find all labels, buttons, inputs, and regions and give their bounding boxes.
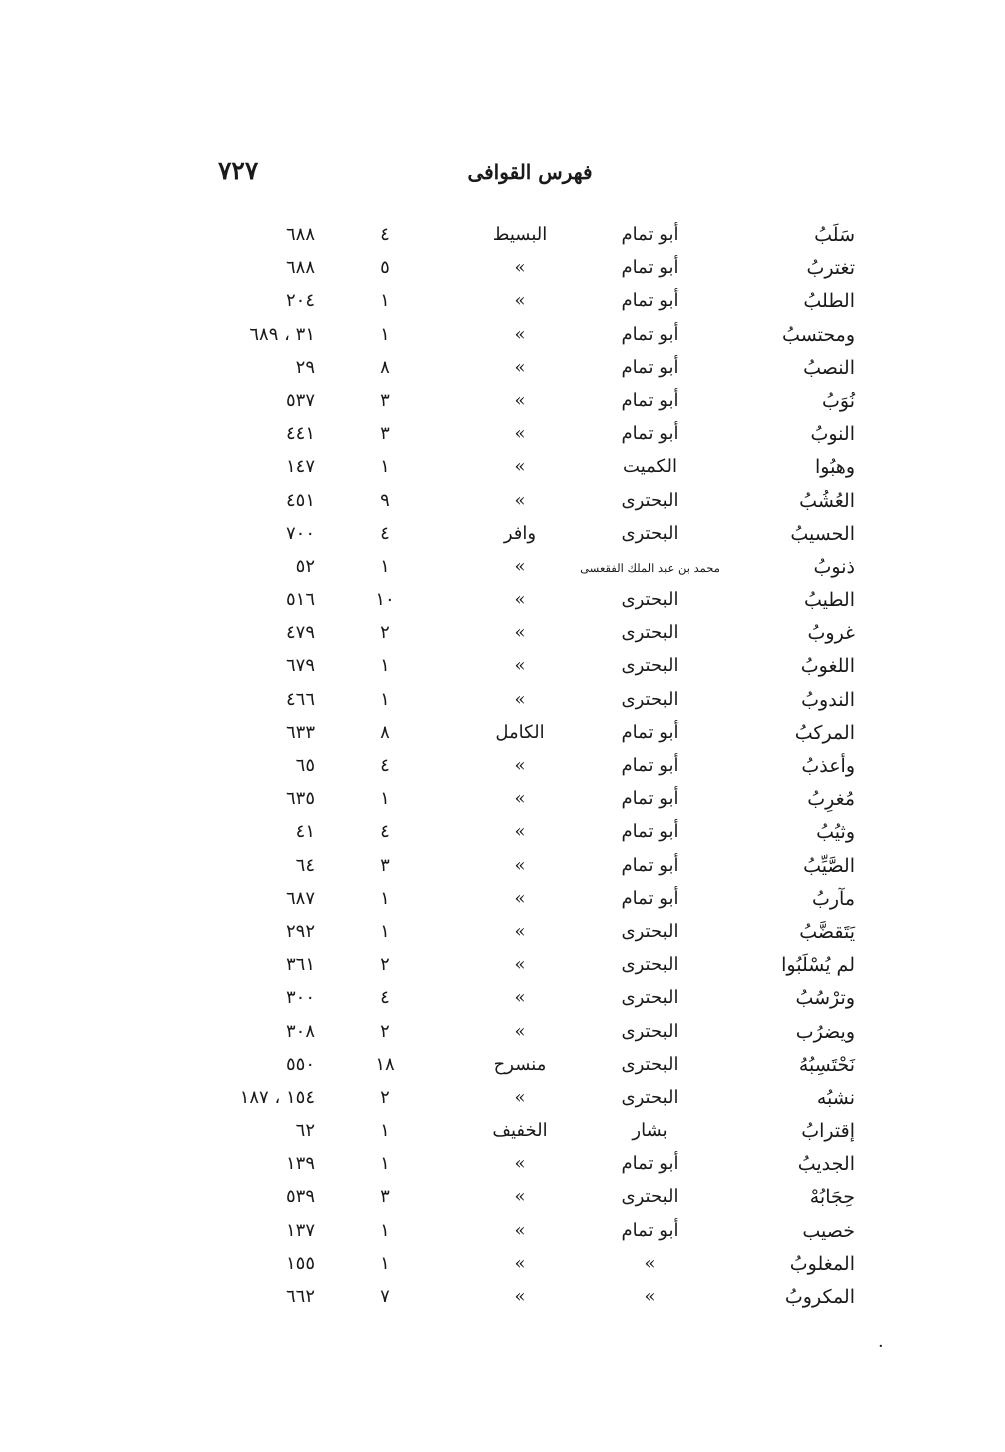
index-row: [0, 751, 1005, 784]
rhyme-word: الطيبُ: [803, 589, 855, 612]
page-title: فهرس القوافى: [467, 160, 593, 184]
index-row: [0, 519, 1005, 552]
index-row: [0, 817, 1005, 850]
page-refs: ٦٨٨: [285, 257, 315, 279]
poet-name: أبو تمام: [621, 887, 679, 909]
page-refs: ٥٥٠: [285, 1053, 315, 1075]
poet-name: أبو تمام: [621, 821, 679, 843]
meter-name: »: [514, 755, 526, 776]
rhyme-word: مُغرِبُ: [807, 788, 855, 811]
meter-name: منسرح: [493, 1053, 547, 1075]
meter-name: »: [514, 323, 526, 345]
poet-name: أبو تمام: [621, 854, 679, 876]
meter-name: »: [514, 688, 526, 710]
index-row: [0, 320, 1005, 353]
verse-count: ١: [380, 290, 390, 312]
page-refs: ٥٣٩: [285, 1186, 315, 1208]
index-row: [0, 1216, 1005, 1249]
verse-count: ١٠: [375, 589, 395, 611]
page-refs: ١٤٧: [285, 456, 315, 478]
index-row: [0, 884, 1005, 917]
poet-name: البحترى: [621, 489, 679, 511]
poet-name: البحترى: [621, 954, 679, 976]
rhyme-word: الندوبُ: [801, 688, 855, 711]
poet-name: البحترى: [621, 1020, 679, 1042]
page-refs: ٦٣٣: [285, 721, 315, 743]
verse-count: ٢: [380, 1086, 390, 1108]
rhyme-word: نَحْتَسِبُهُ: [798, 1053, 855, 1076]
rhyme-word: ويضرُب: [795, 1020, 855, 1043]
meter-name: »: [514, 589, 526, 611]
verse-count: ٢: [380, 954, 390, 976]
index-row: [0, 651, 1005, 684]
page-refs: ٥١٦: [285, 589, 315, 611]
page-number: ٧٢٧: [218, 156, 259, 185]
index-row: [0, 1149, 1005, 1182]
meter-name: »: [514, 489, 526, 511]
verse-count: ٢: [380, 1020, 390, 1042]
meter-name: »: [514, 788, 526, 810]
stray-mark: ·: [878, 1336, 884, 1357]
rhyme-word: إقترابُ: [801, 1120, 855, 1143]
rhyme-word: النوبُ: [810, 423, 855, 446]
verse-count: ٣: [380, 389, 390, 411]
poet-name: »: [644, 1252, 656, 1274]
index-row: [0, 685, 1005, 718]
page-refs: ٤٧٩: [285, 622, 315, 644]
index-row: [0, 618, 1005, 651]
verse-count: ٤: [380, 522, 390, 544]
page-refs: ٦٦٢: [285, 1286, 315, 1307]
index-row: [0, 718, 1005, 751]
rhyme-word: مآربُ: [811, 887, 855, 910]
meter-name: »: [514, 821, 526, 843]
page-refs: ١٣٩: [285, 1153, 315, 1175]
poet-name: أبو تمام: [621, 788, 679, 810]
rhyme-word: تغتربُ: [806, 257, 855, 280]
poet-name: أبو تمام: [621, 1219, 679, 1241]
poet-name: البحترى: [621, 622, 679, 644]
poet-name: »: [644, 1286, 656, 1307]
meter-name: وافر: [503, 522, 537, 544]
rhyme-word: اللغوبُ: [800, 655, 855, 678]
rhyme-word: غروبُ: [807, 622, 855, 645]
rhyme-word: ذنوبُ: [813, 555, 855, 578]
poet-name: البحترى: [621, 987, 679, 1009]
rhyme-word: النصبُ: [803, 356, 855, 379]
index-row: [0, 1050, 1005, 1083]
rhyme-word: لم يُسْلَبُوا: [781, 954, 855, 977]
verse-count: ١: [380, 887, 390, 909]
poet-name: أبو تمام: [621, 423, 679, 445]
meter-name: الكامل: [495, 721, 545, 743]
page-refs: ٢٩: [295, 356, 315, 378]
rhyme-word: وأعذبُ: [801, 755, 855, 777]
verse-count: ٨: [380, 356, 390, 378]
page-refs: ١٥٥: [285, 1252, 315, 1274]
verse-count: ١: [380, 456, 390, 478]
verse-count: ١: [380, 1219, 390, 1241]
verse-count: ١: [380, 920, 390, 942]
meter-name: »: [514, 655, 526, 677]
poet-name: أبو تمام: [621, 755, 679, 776]
meter-name: »: [514, 622, 526, 644]
verse-count: ١: [380, 1252, 390, 1274]
page-refs: ٣١ ، ٦٨٩: [249, 323, 315, 345]
meter-name: »: [514, 555, 526, 577]
verse-count: ١: [380, 555, 390, 577]
index-row: [0, 220, 1005, 253]
rhyme-word: يَتَقضَّبُ: [799, 920, 855, 943]
page-refs: ٦٨٧: [285, 887, 315, 909]
rhyme-word: وترْسُبُ: [795, 987, 855, 1010]
meter-name: »: [514, 920, 526, 942]
verse-count: ١: [380, 655, 390, 677]
verse-count: ١: [380, 323, 390, 345]
page-refs: ٣٦١: [285, 954, 315, 976]
verse-count: ٩: [380, 489, 390, 511]
rhyme-word: نُوَبُ: [822, 389, 855, 412]
meter-name: »: [514, 987, 526, 1009]
page-refs: ٦٥: [295, 755, 315, 776]
verse-count: ٣: [380, 423, 390, 445]
rhyme-word: المركبُ: [794, 721, 855, 744]
rhyme-word: العُشُبُ: [799, 489, 855, 512]
index-row: [0, 386, 1005, 419]
page-refs: ٤٦٦: [285, 688, 315, 710]
index-row: [0, 917, 1005, 950]
meter-name: »: [514, 887, 526, 909]
meter-name: »: [514, 356, 526, 378]
rhyme-word: المغلوبُ: [789, 1252, 855, 1275]
page-refs: ٤١: [295, 821, 315, 843]
index-row: [0, 585, 1005, 618]
meter-name: »: [514, 389, 526, 411]
rhyme-word: الجديبُ: [797, 1153, 855, 1176]
poet-name: أبو تمام: [621, 721, 679, 743]
rhyme-index-table: [0, 220, 1005, 1315]
poet-name: أبو تمام: [621, 323, 679, 345]
page-refs: ٦٨٨: [285, 224, 315, 245]
verse-count: ١: [380, 788, 390, 810]
meter-name: »: [514, 456, 526, 478]
index-row: [0, 486, 1005, 519]
meter-name: »: [514, 1020, 526, 1042]
index-row: [0, 983, 1005, 1016]
page-refs: ٥٢: [295, 555, 315, 577]
page-refs: ١٥٤ ، ١٨٧: [239, 1086, 315, 1108]
poet-name: أبو تمام: [621, 356, 679, 378]
meter-name: البسيط: [492, 224, 548, 245]
verse-count: ٨: [380, 721, 390, 743]
verse-count: ١: [380, 1120, 390, 1142]
verse-count: ٤: [380, 821, 390, 843]
poet-name: أبو تمام: [621, 257, 679, 279]
meter-name: »: [514, 1186, 526, 1208]
page-refs: ٤٥١: [285, 489, 315, 511]
poet-name: أبو تمام: [621, 290, 679, 312]
page-refs: ٢٩٢: [285, 920, 315, 942]
rhyme-word: حِجَابُهْ: [809, 1186, 855, 1209]
index-row: [0, 1282, 1005, 1315]
index-row: [0, 1116, 1005, 1149]
poet-name: أبو تمام: [621, 1153, 679, 1175]
meter-name: »: [514, 1252, 526, 1274]
rhyme-word: المكروبُ: [784, 1286, 855, 1308]
page-refs: ٣٠٠: [285, 987, 315, 1009]
poet-name: البحترى: [621, 688, 679, 710]
poet-name: البحترى: [621, 589, 679, 611]
poet-name: أبو تمام: [621, 389, 679, 411]
meter-name: »: [514, 423, 526, 445]
verse-count: ٤: [380, 224, 390, 245]
poet-name: البحترى: [621, 1086, 679, 1108]
poet-name: محمد بن عبد الملك الفقعسى: [580, 560, 720, 575]
meter-name: »: [514, 954, 526, 976]
meter-name: »: [514, 1219, 526, 1241]
meter-name: الخفيف: [492, 1120, 548, 1142]
rhyme-word: وثيُبُ: [816, 821, 855, 844]
meter-name: »: [514, 1086, 526, 1108]
meter-name: »: [514, 854, 526, 876]
verse-count: ٢: [380, 622, 390, 644]
rhyme-word: وهبُوا: [814, 456, 855, 479]
rhyme-word: الطلبُ: [803, 290, 855, 313]
poet-name: البحترى: [621, 655, 679, 677]
meter-name: »: [514, 257, 526, 279]
poet-name: البحترى: [621, 920, 679, 942]
page-refs: ٥٣٧: [285, 389, 315, 411]
poet-name: بشار: [632, 1120, 668, 1142]
index-row: [0, 552, 1005, 585]
verse-count: ٣: [380, 1186, 390, 1208]
page-refs: ٢٠٤: [285, 290, 315, 312]
meter-name: »: [514, 1286, 526, 1307]
index-row: [0, 452, 1005, 485]
page-refs: ١٣٧: [285, 1219, 315, 1241]
index-row: [0, 950, 1005, 983]
page-refs: ٦٣٥: [285, 788, 315, 810]
poet-name: الكميت: [623, 456, 677, 478]
page-refs: ٦٤: [295, 854, 315, 876]
poet-name: أبو تمام: [621, 224, 679, 245]
index-row: [0, 1083, 1005, 1116]
index-row: [0, 253, 1005, 286]
meter-name: »: [514, 290, 526, 312]
index-row: [0, 353, 1005, 386]
index-row: [0, 286, 1005, 319]
index-row: [0, 1182, 1005, 1215]
verse-count: ٧: [380, 1286, 390, 1307]
meter-name: »: [514, 1153, 526, 1175]
poet-name: البحترى: [621, 522, 679, 544]
rhyme-word: الحسيبُ: [790, 522, 855, 545]
page-refs: ٦٢: [295, 1120, 315, 1142]
rhyme-word: الصَّيِّبُ: [803, 854, 855, 877]
index-row: [0, 784, 1005, 817]
verse-count: ٥: [380, 257, 390, 279]
verse-count: ٤: [380, 755, 390, 776]
index-row: [0, 1017, 1005, 1050]
page-refs: ٤٤١: [285, 423, 315, 445]
poet-name: البحترى: [621, 1186, 679, 1208]
rhyme-word: ومحتسبُ: [782, 323, 855, 346]
rhyme-word: خصيب: [802, 1219, 855, 1242]
verse-count: ١: [380, 1153, 390, 1175]
index-row: [0, 419, 1005, 452]
page-refs: ٦٧٩: [285, 655, 315, 677]
rhyme-word: سَلَبُ: [814, 224, 855, 246]
rhyme-word: نشبُه: [816, 1086, 855, 1109]
page-refs: ٧٠٠: [285, 522, 315, 544]
poet-name: البحترى: [621, 1053, 679, 1075]
index-row: [0, 851, 1005, 884]
index-row: [0, 1249, 1005, 1282]
verse-count: ٤: [380, 987, 390, 1009]
verse-count: ١: [380, 688, 390, 710]
page-refs: ٣٠٨: [285, 1020, 315, 1042]
verse-count: ٣: [380, 854, 390, 876]
verse-count: ١٨: [375, 1053, 395, 1075]
